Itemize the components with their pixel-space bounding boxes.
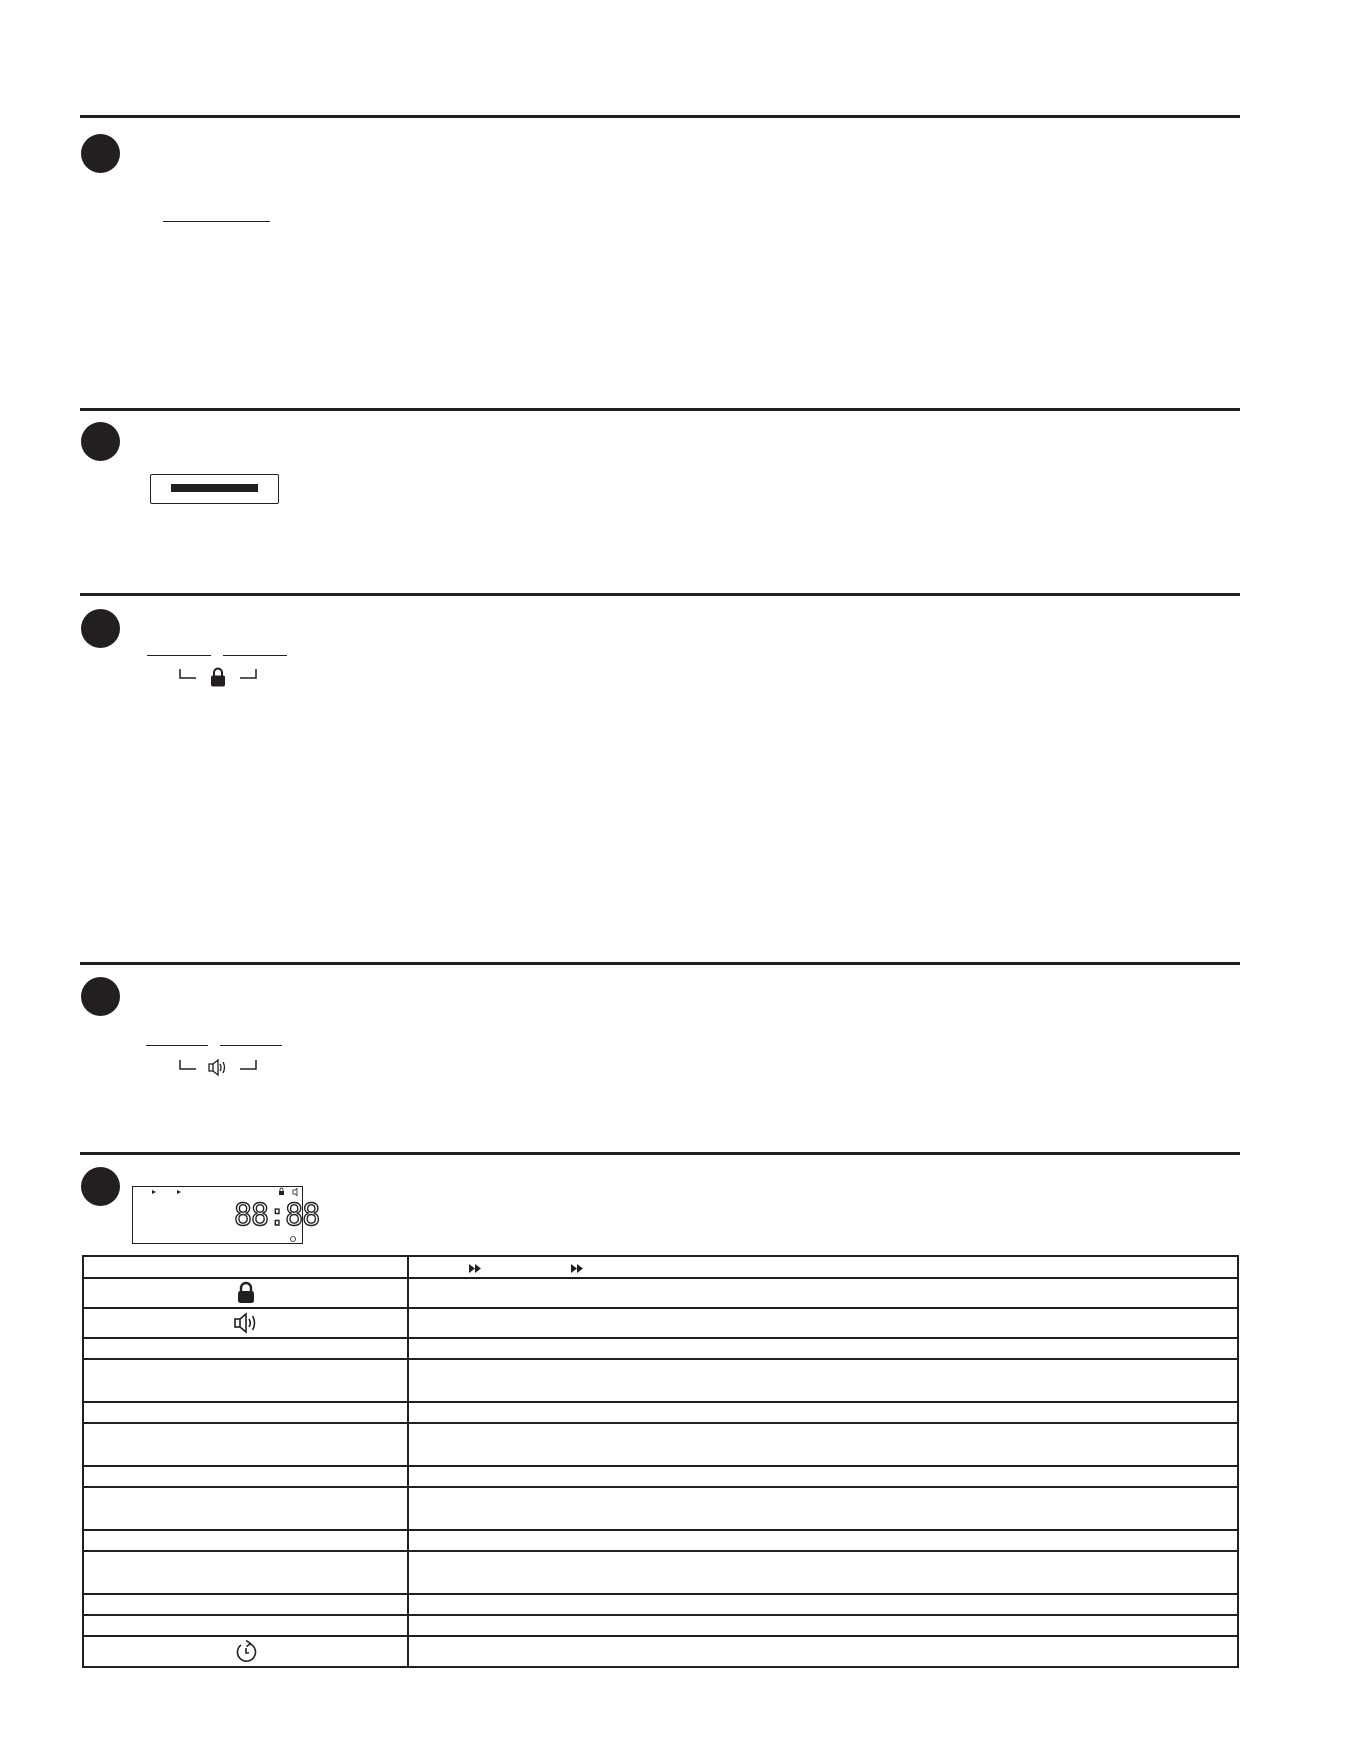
display-feature-table [82, 1255, 1239, 1668]
lock-icon [236, 1282, 256, 1304]
table-row [83, 1402, 1238, 1423]
step-number-3 [81, 609, 120, 648]
key-bar-icon [171, 484, 258, 492]
step-number-1 [81, 134, 120, 173]
underline-1 [163, 221, 270, 222]
table-cell-label [83, 1359, 408, 1402]
table-row [83, 1278, 1238, 1308]
display-digits: 88:88 [234, 1198, 320, 1233]
lcd-display-icon [132, 1186, 320, 1244]
table-cell-description [408, 1256, 1238, 1278]
table-row [83, 1423, 1238, 1466]
table-cell-label [83, 1594, 408, 1615]
table-cell-description [408, 1636, 1238, 1667]
table-cell-description [408, 1278, 1238, 1308]
fast-forward-icon [571, 1264, 585, 1273]
table-cell-description [408, 1308, 1238, 1338]
speaker-icon [293, 1189, 297, 1196]
table-cell-icon [83, 1308, 408, 1338]
table-cell-icon [83, 1278, 408, 1308]
underline-3b [223, 655, 287, 656]
table-cell-description [408, 1338, 1238, 1359]
table-row [83, 1530, 1238, 1551]
section-divider-1 [80, 115, 1240, 118]
section-divider-5 [80, 1152, 1240, 1155]
table-row [83, 1551, 1238, 1594]
table-cell-label [83, 1466, 408, 1487]
table-cell-description [408, 1615, 1238, 1636]
sound-bracket [178, 1058, 258, 1082]
lock-icon [279, 1188, 284, 1195]
table-row [83, 1359, 1238, 1402]
step-number-4 [81, 977, 120, 1016]
table-cell-label [83, 1338, 408, 1359]
section-divider-4 [80, 962, 1240, 965]
table-cell-description [408, 1423, 1238, 1466]
table-cell-description [408, 1530, 1238, 1551]
fast-forward-icon [152, 1190, 156, 1194]
section-divider-3 [80, 593, 1240, 596]
table-cell-description [408, 1466, 1238, 1487]
table-row [83, 1636, 1238, 1667]
timer-icon [291, 1237, 296, 1242]
underline-4a [146, 1045, 208, 1046]
speaker-icon [233, 1312, 259, 1334]
table-cell-description [408, 1551, 1238, 1594]
step-number-2 [81, 422, 120, 461]
fast-forward-icon [469, 1264, 483, 1273]
table-row [83, 1338, 1238, 1359]
underline-4b [220, 1045, 282, 1046]
table-cell-description [408, 1359, 1238, 1402]
fast-forward-icon [177, 1190, 181, 1194]
table-cell-description [408, 1594, 1238, 1615]
table-row [83, 1466, 1238, 1487]
table-row [83, 1487, 1238, 1530]
table-cell-label [83, 1256, 408, 1278]
underline-3a [147, 655, 211, 656]
table-cell-label [83, 1402, 408, 1423]
timer-icon [234, 1639, 258, 1665]
lock-icon [211, 669, 225, 687]
step-number-5 [81, 1167, 120, 1206]
table-row [83, 1308, 1238, 1338]
table-cell-label [83, 1551, 408, 1594]
table-row [83, 1594, 1238, 1615]
table-cell-icon [83, 1636, 408, 1667]
control-key-button [150, 474, 279, 504]
lock-bracket [178, 667, 258, 691]
table-cell-label [83, 1423, 408, 1466]
table-cell-label [83, 1530, 408, 1551]
table-row [83, 1256, 1238, 1278]
table-row [83, 1615, 1238, 1636]
table-cell-description [408, 1487, 1238, 1530]
table-cell-description [408, 1402, 1238, 1423]
table-cell-label [83, 1615, 408, 1636]
speaker-icon [209, 1060, 225, 1075]
section-divider-2 [80, 408, 1240, 411]
table-cell-label [83, 1487, 408, 1530]
